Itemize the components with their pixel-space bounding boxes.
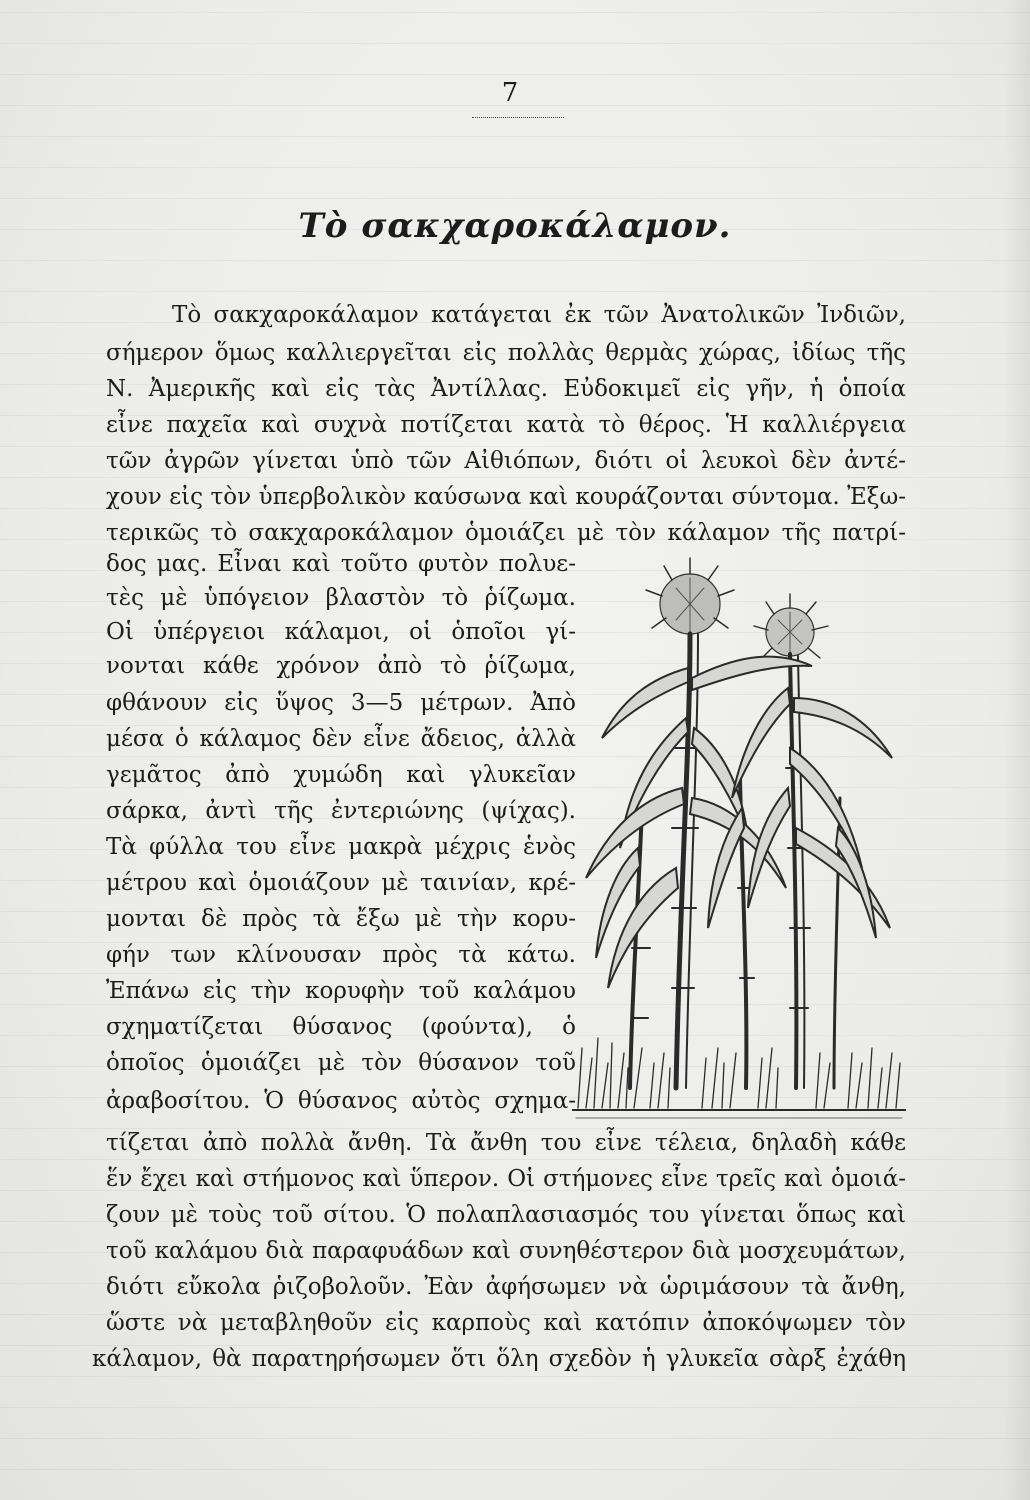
tassel-left	[646, 558, 734, 634]
text-line: φήν των κλίνουσαν πρὸς τὰ κάτω.	[106, 942, 576, 968]
text-line: σχηματίζεται θύσανος (φούντα), ὁ	[106, 1014, 576, 1040]
text-line: σήμερον ὅμως καλλιεργεῖται εἰς πολλὰς θερμὰς χώρας, ἰδίως τῆς	[106, 340, 906, 366]
text-line: Τὸ σακχαροκάλαμον κατάγεται ἐκ τῶν Ἀνατολικῶν Ἰνδιῶν,	[172, 302, 906, 328]
text-line: μέτρου καὶ ὁμοιάζουν μὲ ταινίαν, κρέ-	[106, 870, 576, 896]
page-number: 7	[501, 78, 519, 108]
text-line: Ν. Ἀμερικῆς καὶ εἰς τὰς Ἀντίλλας. Εὐδοκιμεῖ εἰς γῆν, ἡ ὁποία	[106, 376, 906, 402]
text-line: νονται κάθε χρόνον ἀπὸ τὸ ῥίζωμα,	[106, 653, 576, 679]
text-line: γεμᾶτος ἀπὸ χυμώδη καὶ γλυκεῖαν	[106, 762, 576, 788]
text-line: μέσα ὁ κάλαμος δὲν εἶνε ἄδειος, ἀλλὰ	[106, 726, 576, 752]
chapter-title: Τὸ σακχαροκάλαμον.	[298, 206, 732, 246]
tassel-right	[754, 594, 828, 658]
text-line: τοῦ καλάμου διὰ παραφυάδων καὶ συνηθέστερον διὰ μοσχευμάτων,	[106, 1238, 906, 1264]
text-line: ζουν μὲ τοὺς τοῦ σίτου. Ὁ πολαπλασιασμός του γίνεται ὅπως καὶ	[106, 1202, 906, 1228]
text-line: τερικῶς τὸ σακχαροκάλαμον ὁμοιάζει μὲ τὸν κάλαμον τῆς πατρί-	[106, 520, 906, 546]
text-line: μονται δὲ πρὸς τὰ ἔξω μὲ τὴν κορυ-	[106, 906, 576, 932]
text-line: φθάνουν εἰς ὕψος 3—5 μέτρων. Ἀπὸ	[106, 690, 576, 716]
text-line: κάλαμον, θὰ παρατηρήσωμεν ὅτι ὅλη σχεδὸν ἡ γλυκεῖα σὰρξ ἐχάθη	[92, 1346, 906, 1372]
leaves	[586, 657, 892, 988]
sugarcane-illustration	[572, 548, 906, 1124]
text-line: τίζεται ἀπὸ πολλὰ ἄνθη. Τὰ ἄνθη του εἶνε τέλεια, δηλαδὴ κάθε	[106, 1130, 906, 1156]
text-line: χουν εἰς τὸν ὑπερβολικὸν καύσωνα καὶ κουράζονται σύντομα. Ἐξω-	[106, 484, 906, 510]
text-line: Τὰ φύλλα του εἶνε μακρὰ μέχρις ἑνὸς	[106, 834, 576, 860]
ground-grass	[572, 1038, 906, 1118]
text-line: ἕν ἔχει καὶ στήμονος καὶ ὕπερον. Οἱ στήμονες εἶνε τρεῖς καὶ ὁμοιά-	[106, 1166, 906, 1192]
text-line: ὁποῖος ὁμοιάζει μὲ τὸν θύσανον τοῦ	[106, 1050, 576, 1076]
text-line: σάρκα, ἀντὶ τῆς ἐντεριώνης (ψίχας).	[106, 798, 576, 824]
text-line: ἀραβοσίτου. Ὁ θύσανος αὐτὸς σχημα-	[106, 1088, 576, 1114]
page-number-rule	[472, 117, 564, 118]
text-line: τῶν ἀγρῶν γίνεται ὑπὸ τῶν Αἰθιόπων, διότι οἱ λευκοὶ δὲν ἀντέ-	[106, 448, 906, 474]
text-line: διότι εὔκολα ῥιζοβολοῦν. Ἐὰν ἀφήσωμεν νὰ ὡριμάσουν τὰ ἄνθη,	[106, 1274, 906, 1300]
text-line: Ἐπάνω εἰς τὴν κορυφὴν τοῦ καλάμου	[106, 978, 576, 1004]
text-line: τὲς μὲ ὑπόγειον βλαστὸν τὸ ῥίζωμα.	[106, 585, 576, 611]
text-line: δος μας. Εἶναι καὶ τοῦτο φυτὸν πολυε-	[106, 551, 576, 577]
text-line: Οἱ ὑπέργειοι κάλαμοι, οἱ ὁποῖοι γί-	[106, 619, 576, 645]
text-line: ὥστε νὰ μεταβληθοῦν εἰς καρποὺς καὶ κατόπιν ἀποκόψωμεν τὸν	[106, 1310, 906, 1336]
text-line: εἶνε παχεῖα καὶ συχνὰ ποτίζεται κατὰ τὸ θέρος. Ἡ καλλιέργεια	[106, 412, 906, 438]
